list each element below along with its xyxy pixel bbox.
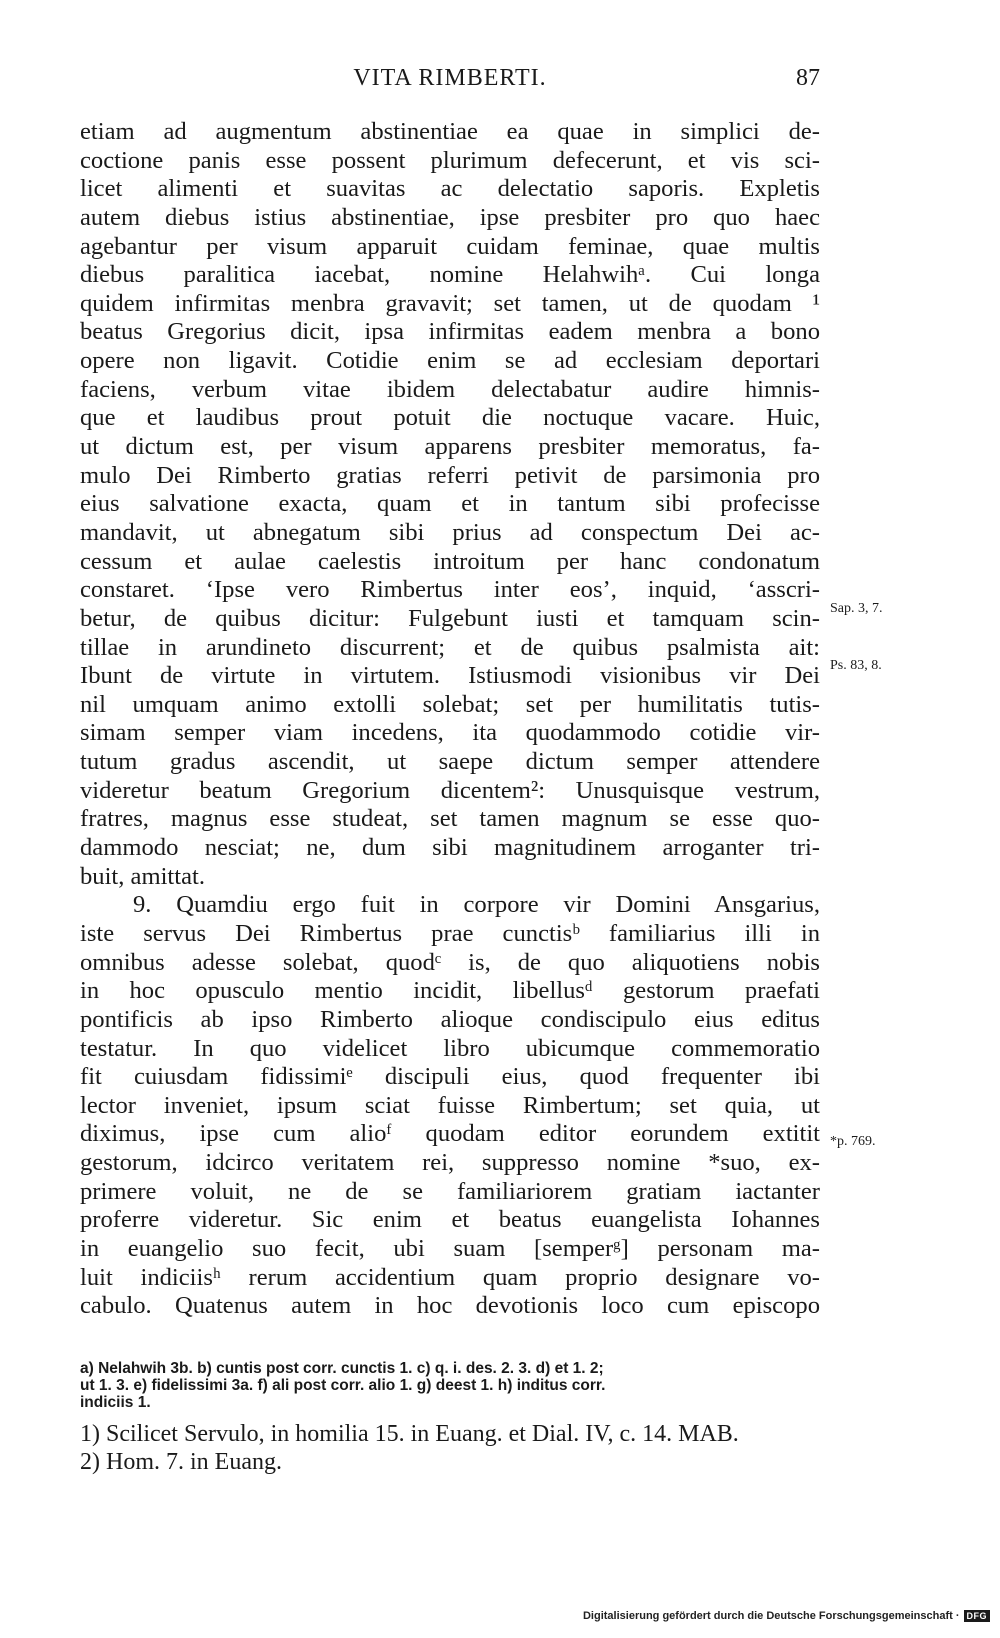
running-title: VITA RIMBERTI. — [353, 65, 547, 91]
text-line: constaret. ‘Ipse vero Rimbertus inter eos’, inquid, ‘asscri- — [80, 576, 820, 604]
running-header — [80, 62, 820, 94]
text-line: proferre videretur. Sic enim et beatus euangelista Iohannes — [80, 1206, 820, 1234]
text-line: betur, de quibus dicitur: Fulgebunt iusti et tamquam scin- — [80, 604, 820, 632]
text-line: diximus, ipse cum alioᶠ quodam editor eorundem extitit — [80, 1120, 820, 1148]
apparatus-line: a) Nelahwih 3b. b) cuntis post corr. cunctis 1. c) q. i. des. 2. 3. d) et 1. 2; — [80, 1360, 604, 1377]
page-number: 87 — [796, 65, 820, 91]
text-line: licet alimenti et suavitas ac delectatio saporis. Expletis — [80, 175, 820, 203]
margin-note: *p. 769. — [830, 1134, 876, 1149]
text-line: iste servus Dei Rimbertus prae cunctisᵇ familiarius illi in — [80, 919, 820, 947]
text-line: tutum gradus ascendit, ut saepe dictum semper attendere — [80, 748, 820, 776]
text-line: in hoc opusculo mentio incidit, libellusᵈ gestorum praefati — [80, 977, 820, 1005]
margin-note: Sap. 3, 7. — [830, 601, 883, 616]
text-line: primere voluit, ne de se familiariorem gratiam iactanter — [80, 1177, 820, 1205]
text-line: luit indiciisʰ rerum accidentium quam proprio designare vo- — [80, 1263, 820, 1291]
dfg-logo-icon: DFG — [964, 1610, 991, 1622]
text-line: nil umquam animo extolli solebat; set per humilitatis tutis- — [80, 690, 820, 718]
text-line: gestorum, idcirco veritatem rei, suppresso nomine *suo, ex- — [80, 1149, 820, 1177]
text-line: in euangelio suo fecit, ubi suam [semperᵍ] personam ma- — [80, 1234, 820, 1262]
text-line: autem diebus istius abstinentiae, ipse presbiter pro quo haec — [80, 203, 820, 231]
text-line: buit, amittat. — [80, 862, 205, 890]
text-line: cessum et aulae caelestis introitum per hanc condonatum — [80, 547, 820, 575]
text-line: quidem infirmitas menbra gravavit; set tamen, ut de quodam ¹ — [80, 289, 820, 317]
text-line: cabulo. Quatenus autem in hoc devotionis loco cum episcopo — [80, 1292, 820, 1320]
apparatus-line: indiciis 1. — [80, 1394, 151, 1411]
apparatus-line: ut 1. 3. e) fidelissimi 3a. f) ali post corr. alio 1. g) deest 1. h) inditus corr. — [80, 1377, 606, 1394]
footnote-line: 1) Scilicet Servulo, in homilia 15. in Euang. et Dial. IV, c. 14. MAB. — [80, 1421, 739, 1447]
text-line: lector inveniet, ipsum sciat fuisse Rimbertum; set quia, ut — [80, 1091, 820, 1119]
margin-note: Ps. 83, 8. — [830, 658, 882, 673]
footnote-line: 2) Hom. 7. in Euang. — [80, 1449, 282, 1475]
text-line: testatur. In quo videlicet libro ubicumque commemoratio — [80, 1034, 820, 1062]
text-line: dammodo nesciat; ne, dum sibi magnitudinem arroganter tri- — [80, 834, 820, 862]
text-line: faciens, verbum vitae ibidem delectabatur audire himnis- — [80, 375, 820, 403]
main-text — [80, 118, 820, 1321]
text-line: agebantur per visum apparuit cuidam feminae, quae multis — [80, 232, 820, 260]
text-line: ut dictum est, per visum apparens presbiter memoratus, fa- — [80, 433, 820, 461]
text-line: mulo Dei Rimberto gratias referri petivit de parsimonia pro — [80, 461, 820, 489]
text-line: pontificis ab ipso Rimberto alioque condiscipulo eius editus — [80, 1005, 820, 1033]
text-line: omnibus adesse solebat, quodᶜ is, de quo aliquotiens nobis — [80, 948, 820, 976]
digitization-credit — [583, 1610, 990, 1622]
text-line: Ibunt de virtute in virtutem. Istiusmodi visionibus vir Dei — [80, 662, 820, 690]
text-line: fit cuiusdam fidissimiᵉ discipuli eius, quod frequenter ibi — [80, 1063, 820, 1091]
text-line: tillae in arundineto discurrent; et de quibus psalmista ait: — [80, 633, 820, 661]
text-line: diebus paralitica iacebat, nomine Helahwihᵃ. Cui longa — [80, 261, 820, 289]
text-line: coctione panis esse possent plurimum defecerunt, et vis sci- — [80, 146, 820, 174]
text-line: eius salvatione exacta, quam et in tantum sibi profecisse — [80, 490, 820, 518]
credit-text: Digitalisierung gefördert durch die Deutsche Forschungsgemeinschaft · — [582, 1610, 960, 1622]
footnotes — [80, 1420, 820, 1476]
text-line: videretur beatum Gregorium dicentem²: Unusquisque vestrum, — [80, 776, 820, 804]
text-line: fratres, magnus esse studeat, set tamen magnum se esse quo- — [80, 805, 820, 833]
text-line: beatus Gregorius dicit, ipsa infirmitas eadem menbra a bono — [80, 318, 820, 346]
section-heading-line: 9. Quamdiu ergo fuit in corpore vir Domini Ansgarius, — [133, 891, 820, 919]
text-line: etiam ad augmentum abstinentiae ea quae in simplici de- — [80, 118, 820, 145]
text-line: que et laudibus prout potuit die noctuque vacare. Huic, — [80, 404, 820, 432]
text-line: opere non ligavit. Cotidie enim se ad ecclesiam deportari — [80, 347, 820, 375]
text-line: simam semper viam incedens, ita quodammodo cotidie vir- — [80, 719, 820, 747]
critical-apparatus — [80, 1360, 820, 1411]
text-line: mandavit, ut abnegatum sibi prius ad conspectum Dei ac- — [80, 518, 820, 546]
